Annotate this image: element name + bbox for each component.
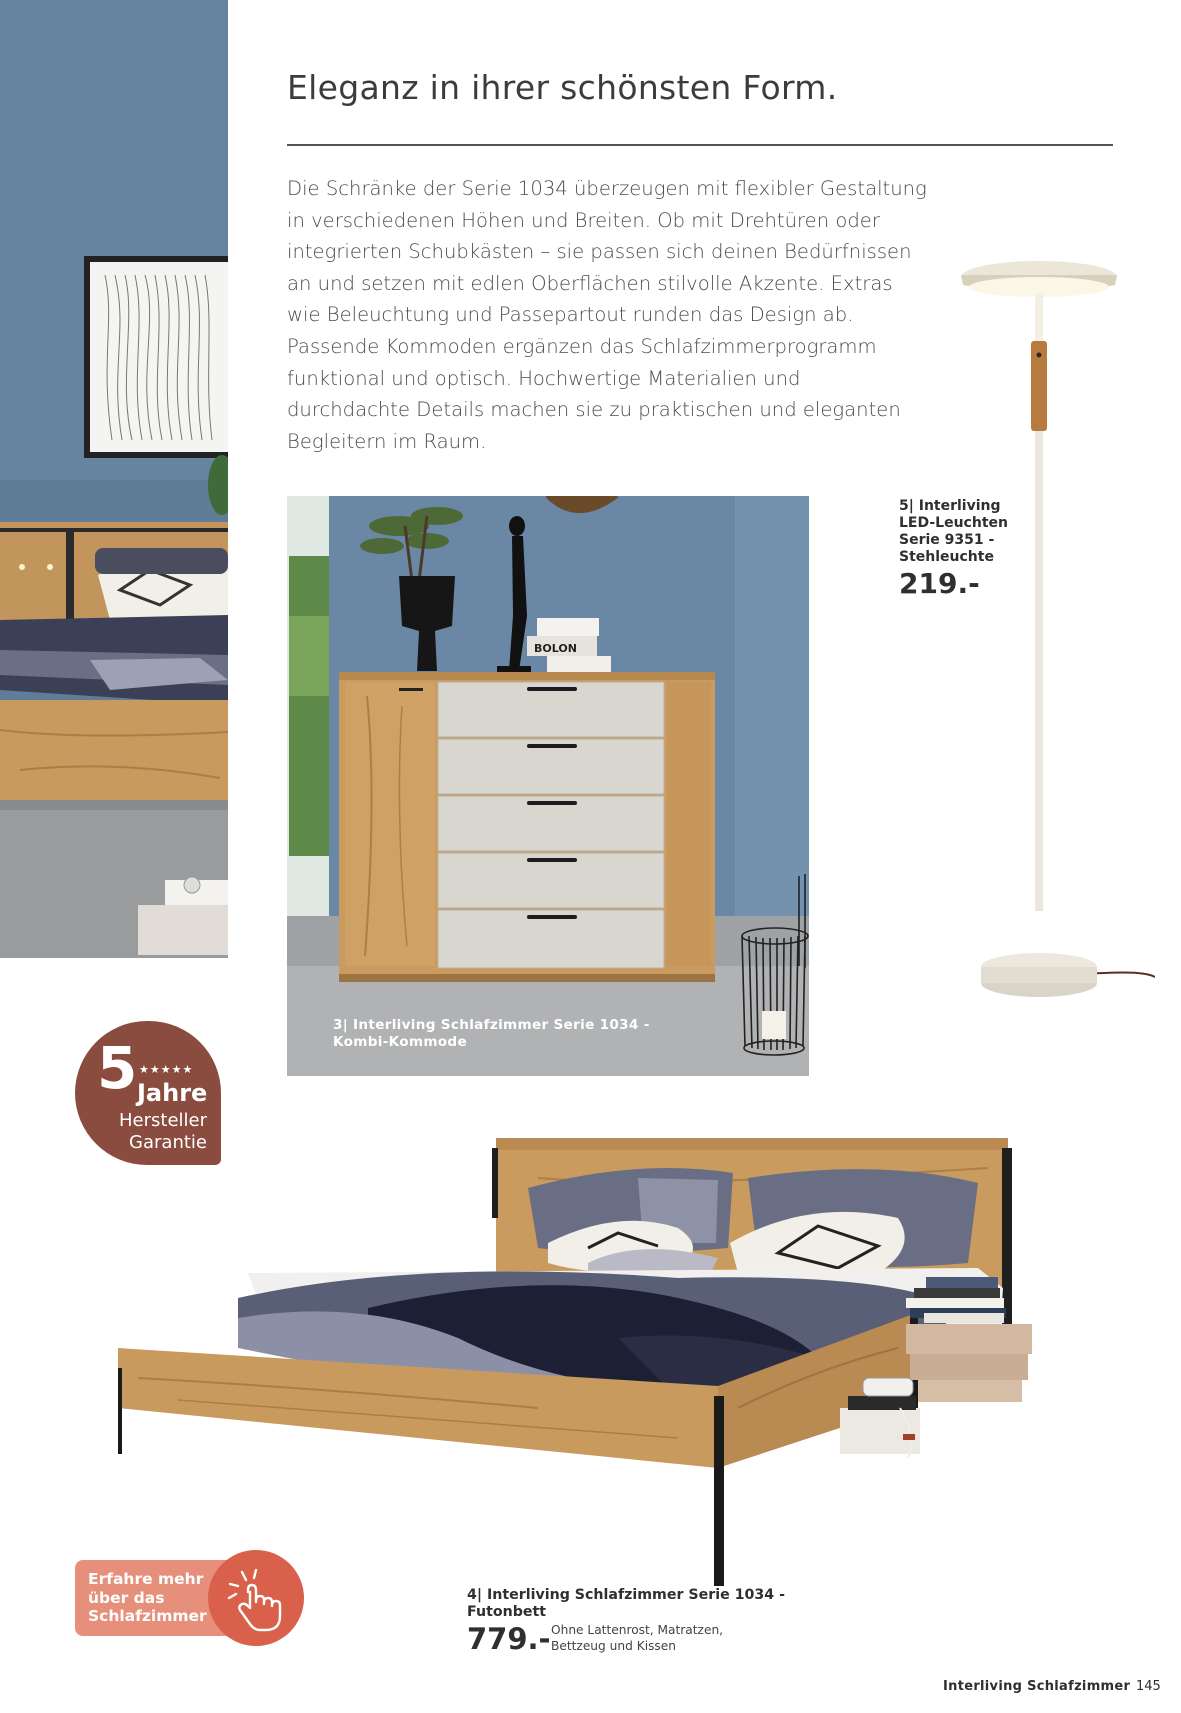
star-rating-icon: ★★★★★: [139, 1063, 194, 1076]
footer-section-label: Interliving Schlafzimmer: [943, 1679, 1131, 1694]
dresser-photo: [287, 496, 809, 1076]
dresser-caption-line-1: 3| Interliving Schlafzimmer Serie 1034 -: [333, 1017, 650, 1033]
badge-line-1: Hersteller: [119, 1110, 207, 1131]
bed-price-note: [551, 1622, 723, 1654]
floor-lamp-image: [955, 255, 1155, 1025]
title-divider: [287, 144, 1113, 146]
lamp-price: 219.-: [899, 567, 980, 600]
cta-line-2[interactable]: über das: [88, 1588, 165, 1607]
intro-paragraph: Die Schränke der Serie 1034 überzeugen mit flexibler Gestaltung in verschiedenen Höhen und Breiten. Ob mit Drehtüren oder integrierten Schubkästen – sie passen sich deinen Bedürfnissen an und setzen mit edlen Oberflächen stilvolle Akzente. Extras wie Beleuchtung und Passepartout runden das Design ab. Passende Kommoden ergänzen das Schlafzimmerprogramm funktional und optisch. Hochwertige Materialien und durchdachte Details machen sie zu praktischen und eleganten Begleitern im Raum.: [287, 177, 927, 453]
hand-tap-icon[interactable]: [208, 1550, 304, 1646]
learn-more-bedroom-link[interactable]: [75, 1558, 300, 1648]
lamp-caption-line-1: 5| Interliving: [899, 498, 1001, 514]
badge-years-number: 5: [97, 1034, 138, 1102]
dresser-caption-line-2: Kombi-Kommode: [333, 1034, 467, 1050]
bed-caption: [467, 1587, 785, 1621]
lamp-caption-line-4: Stehleuchte: [899, 549, 994, 565]
bed-note-line-2: Bettzeug und Kissen: [551, 1639, 677, 1653]
page-title: Eleganz in ihrer schönsten Form.: [287, 68, 838, 107]
lamp-caption-line-3: Serie 9351 -: [899, 532, 995, 548]
cta-line-3[interactable]: Schlafzimmer: [88, 1607, 207, 1625]
bed-caption-line-2: Futonbett: [467, 1604, 547, 1620]
cta-text[interactable]: [88, 1570, 207, 1626]
bed-note-line-1: Ohne Lattenrost, Matratzen,: [551, 1623, 724, 1637]
badge-line-2: Garantie: [129, 1132, 207, 1153]
lamp-caption-line-2: LED-Leuchten: [899, 515, 1008, 531]
page-number: 145: [1136, 1679, 1161, 1694]
futon-bed-image: [118, 1138, 1158, 1608]
bed-caption-line-1: 4| Interliving Schlafzimmer Serie 1034 -: [467, 1587, 785, 1603]
bedroom-photo: [0, 0, 228, 958]
book-spine-label: BOLON: [534, 642, 577, 655]
lamp-caption: [899, 498, 1039, 566]
bed-price: 779.-: [467, 1622, 551, 1656]
cta-line-1[interactable]: Erfahre mehr: [88, 1570, 204, 1588]
badge-years-label: Jahre: [137, 1079, 208, 1107]
cta-icon-circle[interactable]: [208, 1550, 304, 1646]
